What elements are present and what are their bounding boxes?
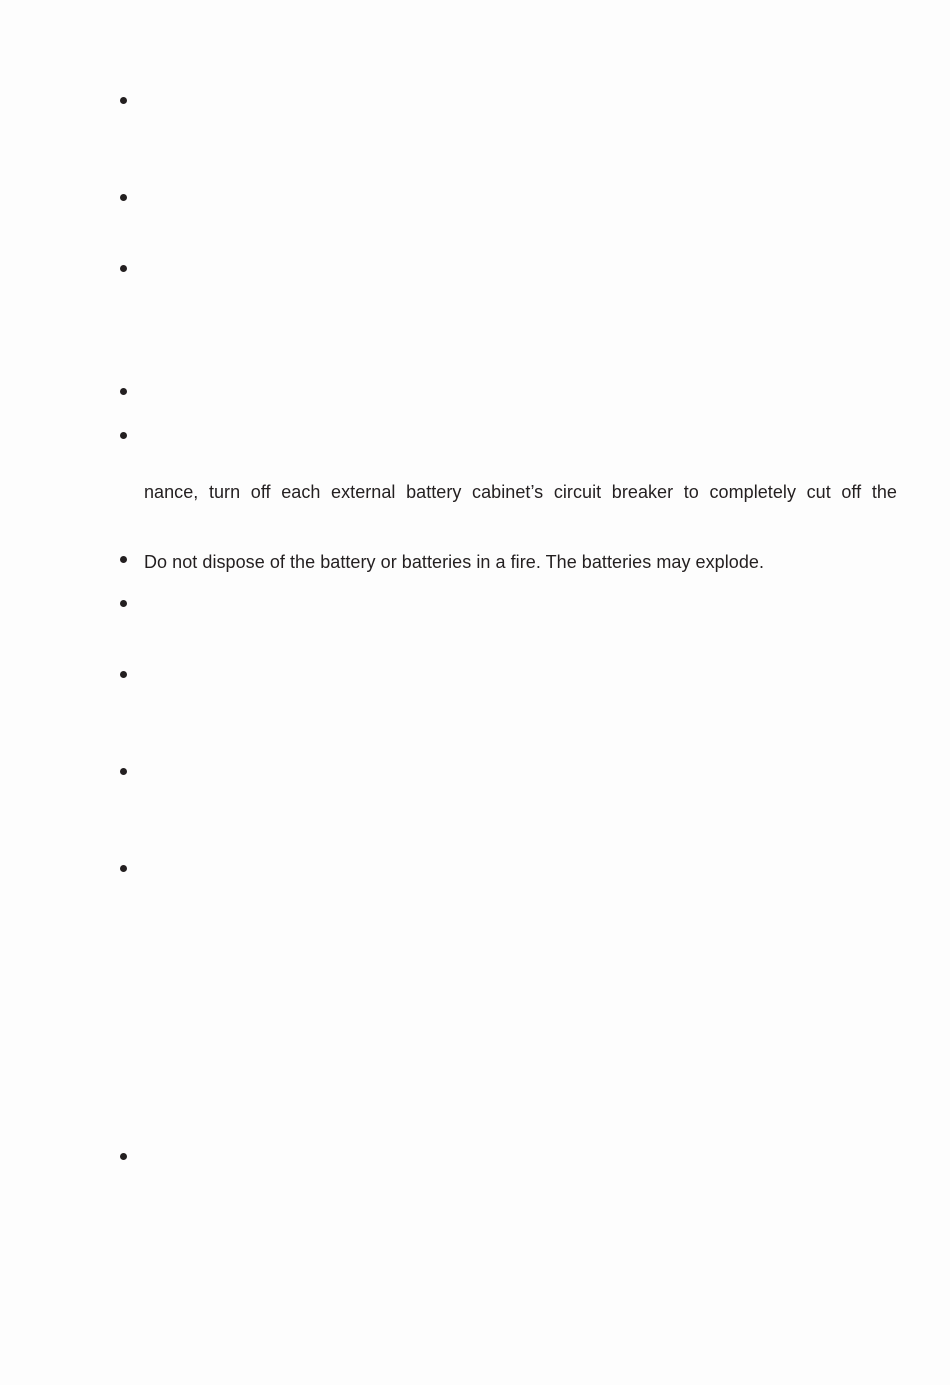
bullet-marker [120,768,127,775]
bullet-marker [120,865,127,872]
bullet-marker [120,671,127,678]
bullet-marker [120,432,127,439]
bullet-marker [120,265,127,272]
fire-disposal-warning-text: Do not dispose of the battery or batteries in a fire. The batteries may explode. [144,552,765,572]
bullet-marker [120,1153,127,1160]
bullet-marker [120,97,127,104]
bullet-marker [120,600,127,607]
bullet-marker [120,194,127,201]
bullet-marker [120,388,127,395]
battery-maintenance-continuation-text: nance, turn off each external battery cabinet’s circuit breaker to completely cut off the [144,482,897,502]
bullet-marker [120,556,127,563]
